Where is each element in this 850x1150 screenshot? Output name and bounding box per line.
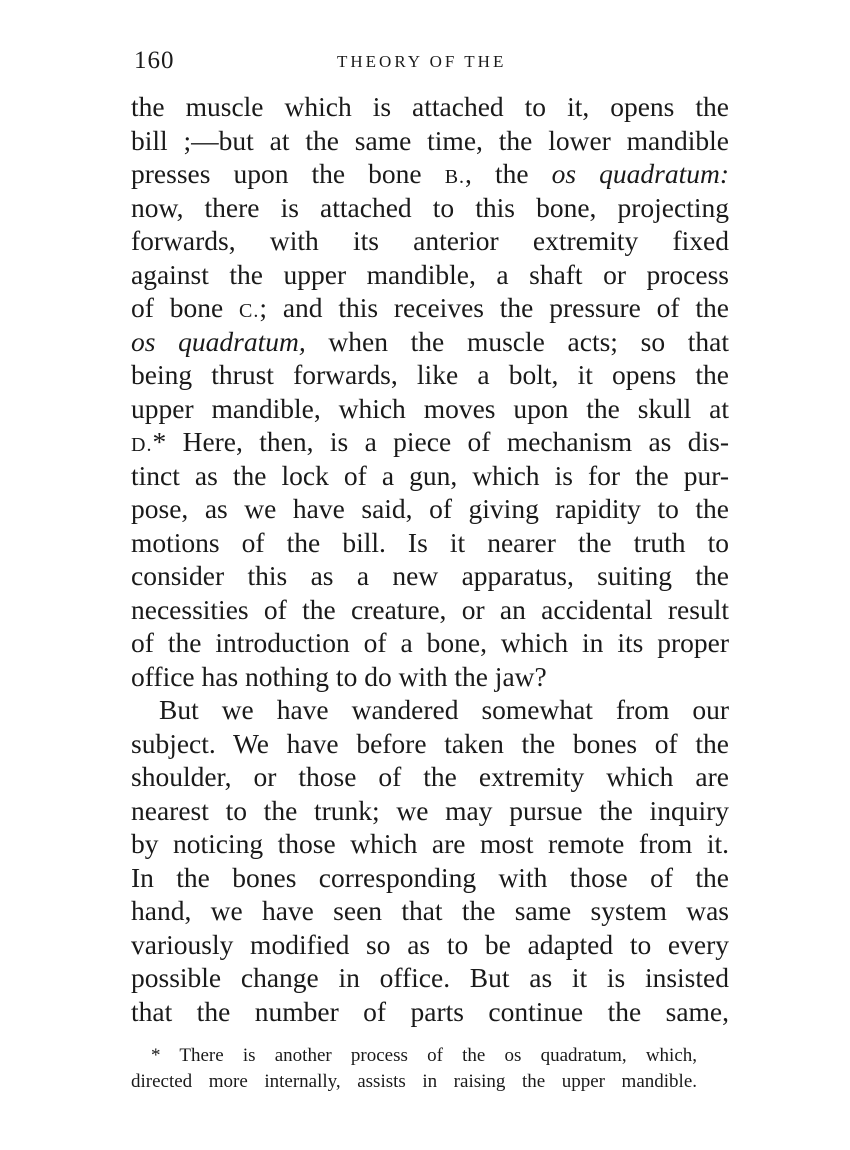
text-line bbox=[131, 157, 729, 191]
text-line: variously modified so as to be adapted to every bbox=[131, 928, 729, 960]
text-line: against the upper mandible, a shaft or process bbox=[131, 258, 729, 290]
text-line: But we have wandered somewhat from our bbox=[159, 694, 729, 725]
text-line: motions of the bill. Is it nearer the truth to bbox=[131, 526, 729, 558]
text-line: by noticing those which are most remote from it. bbox=[131, 828, 729, 859]
text-line: the muscle which is attached to it, opens the bbox=[131, 91, 729, 122]
text-line bbox=[131, 425, 729, 459]
text-run: when the muscle acts; so that bbox=[305, 325, 729, 357]
text-line: hand, we have seen that the same system was bbox=[131, 895, 729, 926]
text-line: bill ;—but at the same time, the lower mandible bbox=[131, 124, 729, 156]
text-line: being thrust forwards, like a bolt, it opens the bbox=[131, 359, 729, 390]
text-run: presses upon the bone bbox=[131, 158, 445, 189]
text-line: In the bones corresponding with those of the bbox=[131, 861, 729, 893]
figure-label-b: B. bbox=[444, 166, 466, 188]
text-run: of bone bbox=[131, 292, 240, 323]
text-line: consider this as a new apparatus, suiting the bbox=[131, 560, 729, 591]
latin-term: os quadratum: bbox=[551, 158, 730, 189]
figure-label-c: C. bbox=[239, 300, 260, 322]
latin-term: os quadratum, bbox=[131, 325, 306, 357]
text-line: that the number of parts continue the same, bbox=[131, 995, 729, 1027]
text-line: subject. We have before taken the bones of the bbox=[131, 727, 729, 759]
text-line: now, there is attached to this bone, projecting bbox=[131, 191, 729, 223]
text-line: shoulder, or those of the extremity which are bbox=[131, 761, 729, 792]
text-run: ; and this receives the pressure of the bbox=[259, 292, 729, 323]
text-line: possible change in office. But as it is insisted bbox=[131, 962, 729, 993]
footnote bbox=[131, 1043, 697, 1095]
text-line: office has nothing to do with the jaw? bbox=[131, 660, 547, 692]
text-line: tinct as the lock of a gun, which is for the pur- bbox=[131, 459, 729, 491]
text-line: necessities of the creature, or an accidental result bbox=[131, 593, 729, 625]
text-line: nearest to the trunk; we may pursue the inquiry bbox=[131, 794, 729, 826]
text-line: upper mandible, which moves upon the skull at bbox=[131, 392, 729, 424]
text-line: of the introduction of a bone, which in its proper bbox=[131, 627, 729, 658]
page-number: 160 bbox=[134, 47, 175, 74]
text-line: pose, as we have said, of giving rapidity to the bbox=[131, 493, 729, 524]
body-text bbox=[131, 90, 729, 1028]
text-run: * Here, then, is a piece of mechanism as dis- bbox=[152, 426, 729, 457]
running-head: THEORY OF THE bbox=[337, 52, 507, 71]
text-line: forwards, with its anterior extremity fixed bbox=[131, 225, 729, 256]
text-run: , the bbox=[465, 158, 552, 189]
text-line bbox=[131, 325, 729, 359]
text-line bbox=[131, 291, 729, 325]
figure-label-d: D. bbox=[131, 434, 153, 456]
footnote-line: directed more internally, assists in raising the upper mandible. bbox=[131, 1071, 697, 1092]
footnote-line: * There is another process of the os quadratum, which, bbox=[151, 1045, 697, 1066]
